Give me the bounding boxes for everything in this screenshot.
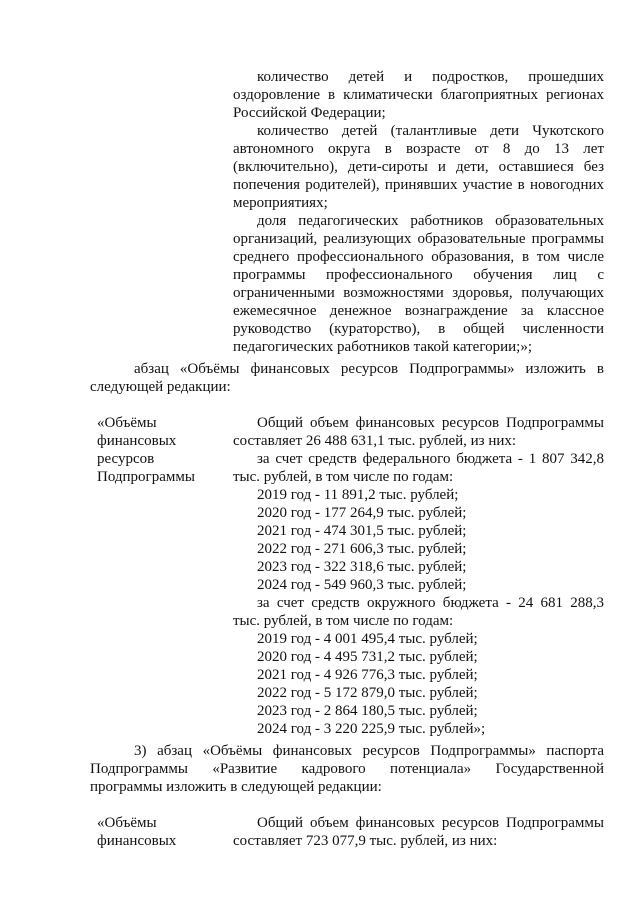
year-line: 2019 год - 4 001 495,4 тыс. рублей;	[257, 631, 478, 647]
instruction-paragraph-1	[90, 360, 604, 396]
instruction-line: абзац «Объёмы финансовых ресурсов Подпрограммы» изложить в	[134, 361, 604, 377]
indicator-line: ограниченными возможностями здоровья, получающих	[233, 285, 604, 301]
year-line: 2023 год - 2 864 180,5 тыс. рублей;	[257, 703, 478, 719]
indicator-line: Российской Федерации;	[233, 105, 386, 121]
indicator-line: количество детей и подростков, прошедших	[257, 69, 604, 85]
year-line: 2022 год - 271 606,3 тыс. рублей;	[257, 541, 467, 557]
indicator-line: организаций, реализующих образовательные программы	[233, 231, 604, 247]
table-1-content	[233, 414, 604, 738]
funding-line: тыс. рублей, в том числе по годам:	[233, 613, 454, 629]
funding-line: Общий объем финансовых ресурсов Подпрограммы	[257, 815, 604, 831]
funding-line: составляет 723 077,9 тыс. рублей, из них:	[233, 833, 498, 849]
indicator-line: руководство (кураторство), в общей численности	[233, 321, 604, 337]
indicator-line: среднего профессионального образования, в том числе	[233, 249, 604, 265]
year-line: 2021 год - 4 926 776,3 тыс. рублей;	[257, 667, 478, 683]
indicator-line: (включительно), дети-сироты и дети, оставшиеся без	[233, 159, 604, 175]
label-line: финансовых	[97, 833, 177, 849]
year-line: 2023 год - 322 318,6 тыс. рублей;	[257, 559, 467, 575]
instruction-line: 3) абзац «Объёмы финансовых ресурсов Подпрограммы» паспорта	[134, 743, 604, 759]
label-line: «Объёмы	[97, 415, 157, 431]
label-line: Подпрограммы	[97, 469, 195, 485]
year-line: 2019 год - 11 891,2 тыс. рублей;	[257, 487, 459, 503]
indicator-line: мероприятиях;	[233, 195, 328, 211]
indicator-item	[233, 212, 604, 356]
funding-line: тыс. рублей, в том числе по годам:	[233, 469, 454, 485]
indicator-line: программы профессионального обучения лиц с	[233, 267, 604, 283]
label-line: финансовых	[97, 433, 177, 449]
funding-line: составляет 26 488 631,1 тыс. рублей, из них:	[233, 433, 517, 449]
year-line: 2024 год - 3 220 225,9 тыс. рублей»;	[257, 721, 486, 737]
table-2-label	[97, 814, 227, 850]
indicator-item	[233, 122, 604, 212]
year-line: 2020 год - 4 495 731,2 тыс. рублей;	[257, 649, 478, 665]
year-line: 2021 год - 474 301,5 тыс. рублей;	[257, 523, 467, 539]
table-2-content	[233, 814, 604, 850]
year-line: 2020 год - 177 264,9 тыс. рублей;	[257, 505, 467, 521]
indicator-line: оздоровление в климатически благоприятных регионах	[233, 87, 604, 103]
table-1-label	[97, 414, 227, 486]
indicator-line: попечения родителей), принявших участие в новогодних	[233, 177, 604, 193]
label-line: ресурсов	[97, 451, 155, 467]
indicator-line: количество детей (талантливые дети Чукотского	[257, 123, 604, 139]
year-line: 2022 год - 5 172 879,0 тыс. рублей;	[257, 685, 478, 701]
indicator-line: ежемесячное денежное вознаграждение за классное	[233, 303, 604, 319]
indicator-item	[233, 68, 604, 122]
indicator-line: автономного округа в возрасте от 8 до 13 лет	[233, 141, 604, 157]
instruction-paragraph-2	[90, 742, 604, 796]
indicator-line: педагогических работников такой категории;»;	[233, 339, 533, 355]
funding-line: за счет средств окружного бюджета - 24 681 288,3	[257, 595, 604, 611]
label-line: «Объёмы	[97, 815, 157, 831]
instruction-line: следующей редакции:	[90, 379, 231, 395]
funding-line: за счет средств федерального бюджета - 1 807 342,8	[257, 451, 604, 467]
funding-line: Общий объем финансовых ресурсов Подпрограммы	[257, 415, 604, 431]
year-line: 2024 год - 549 960,3 тыс. рублей;	[257, 577, 467, 593]
indicators-list	[233, 68, 604, 356]
instruction-line: Подпрограммы «Развитие кадрового потенциала» Государственной	[90, 761, 604, 777]
instruction-line: программы изложить в следующей редакции:	[90, 779, 382, 795]
indicator-line: доля педагогических работников образовательных	[257, 213, 604, 229]
